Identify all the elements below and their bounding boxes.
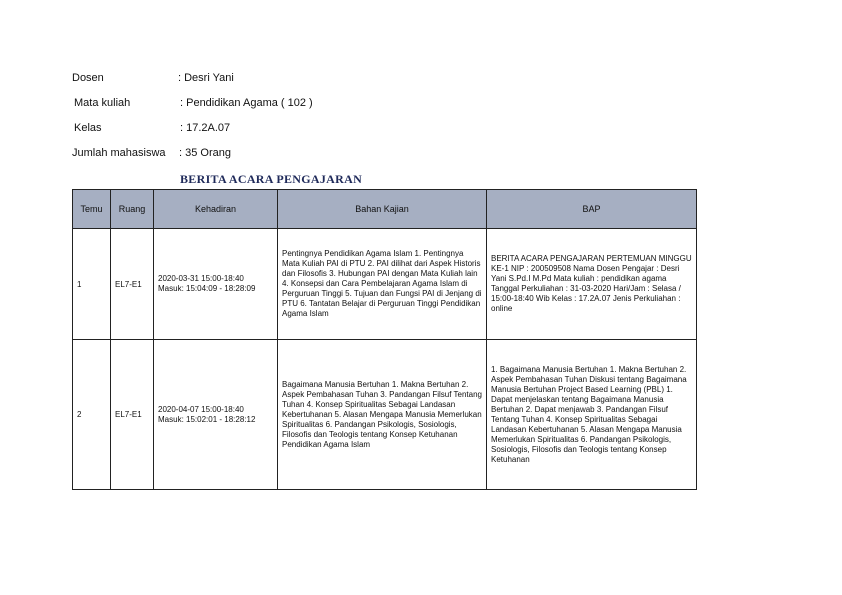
masuk-text: Masuk: 15:02:01 - 18:28:12 [158,414,256,424]
col-bap: BAP [487,190,697,229]
temu-cell: 1 [73,229,111,340]
kehadiran-cell [154,229,278,340]
bap-cell: 1. Bagaimana Manusia Bertuhan 1. Makna Bertuhan 2. Aspek Pembahasan Tuhan Diskusi tentang Bagaimana Manusia Bertuhan Project Based Learning (PBL) 1. Dapat menjelaskan tentang Bagaimana Manusia Bertuhan 2. Dapat menjawab 3. Pandangan Filsuf Tentang Tuhan 4. Konsep Spiritualitas Sebagai Landasan Kebertuhanan 5. Alasan Mengapa Manusia Memerlukan Spiritualitas 6. Pandangan Psikologis, Sosiologis, Filosofis dan Teologis tentang Konsep Ketuhanan [487,340,697,490]
kelas-label: Kelas [74,122,102,134]
report-title: BERITA ACARA PENGAJARAN [180,172,363,186]
kehadiran-cell [154,340,278,490]
col-bahan-kajian: Bahan Kajian [278,190,487,229]
col-kehadiran: Kehadiran [154,190,278,229]
ruang-cell: EL7-E1 [111,229,154,340]
bap-cell: BERITA ACARA PENGAJARAN PERTEMUAN MINGGU KE-1 NIP : 200509508 Nama Dosen Pengajar : Desri Yani S.Pd.I M.Pd Mata kuliah : pendidikan agama Tanggal Perkuliahan : 31-03-2020 Hari/Jam : Selasa / 15:00-18:40 Wib Kelas : 17.2A.07 Jenis Perkuliahan : online [487,229,697,340]
ruang-cell: EL7-E1 [111,340,154,490]
jadwal-text: 2020-03-31 15:00-18:40 [158,274,244,283]
table-row [73,340,697,490]
masuk-text: Masuk: 15:04:09 - 18:28:09 [158,284,256,293]
col-temu: Temu [73,190,111,229]
jumlah-value: : 35 Orang [179,147,231,159]
jumlah-label: Jumlah mahasiswa [72,147,166,159]
bap-table [72,189,697,490]
dosen-label: Dosen [72,72,104,84]
bahan-kajian-cell: Pentingnya Pendidikan Agama Islam 1. Pentingnya Mata Kuliah PAI di PTU 2. PAI dilihat dari Aspek Historis dan Filosofis 3. Hubungan PAI dengan Mata Kuliah lain 4. Konsepsi dan Cara Pembelajaran Agama Islam di Perguruan Tinggi 5. Tujuan dan Fungsi PAI di Jenjang di PTU 6. Tantatan Belajar di Perguruan Tinggi Pendidikan Agama Islam [278,229,487,340]
bahan-kajian-cell: Bagaimana Manusia Bertuhan 1. Makna Bertuhan 2. Aspek Pembahasan Tuhan 3. Pandangan Filsuf Tentang Tuhan 4. Konsep Spiritualitas Sebagai Landasan Kebertuhanan 5. Alasan Mengapa Manusia Memerlukan Spiritualitas 6. Pandangan Psikologis, Sosiologis, Filosofis dan Teologis tentang Konsep Ketuhanan Pendidikan Agama Islam [278,340,487,490]
matakuliah-label: Mata kuliah [74,97,131,109]
table-header-row [73,190,697,229]
col-ruang: Ruang [111,190,154,229]
jadwal-text: 2020-04-07 15:00-18:40 [158,404,244,414]
matakuliah-value: : Pendidikan Agama ( 102 ) [180,97,313,109]
kelas-value: : 17.2A.07 [180,122,231,134]
temu-cell: 2 [73,340,111,490]
table-row [73,229,697,340]
dosen-value: : Desri Yani [178,72,234,84]
